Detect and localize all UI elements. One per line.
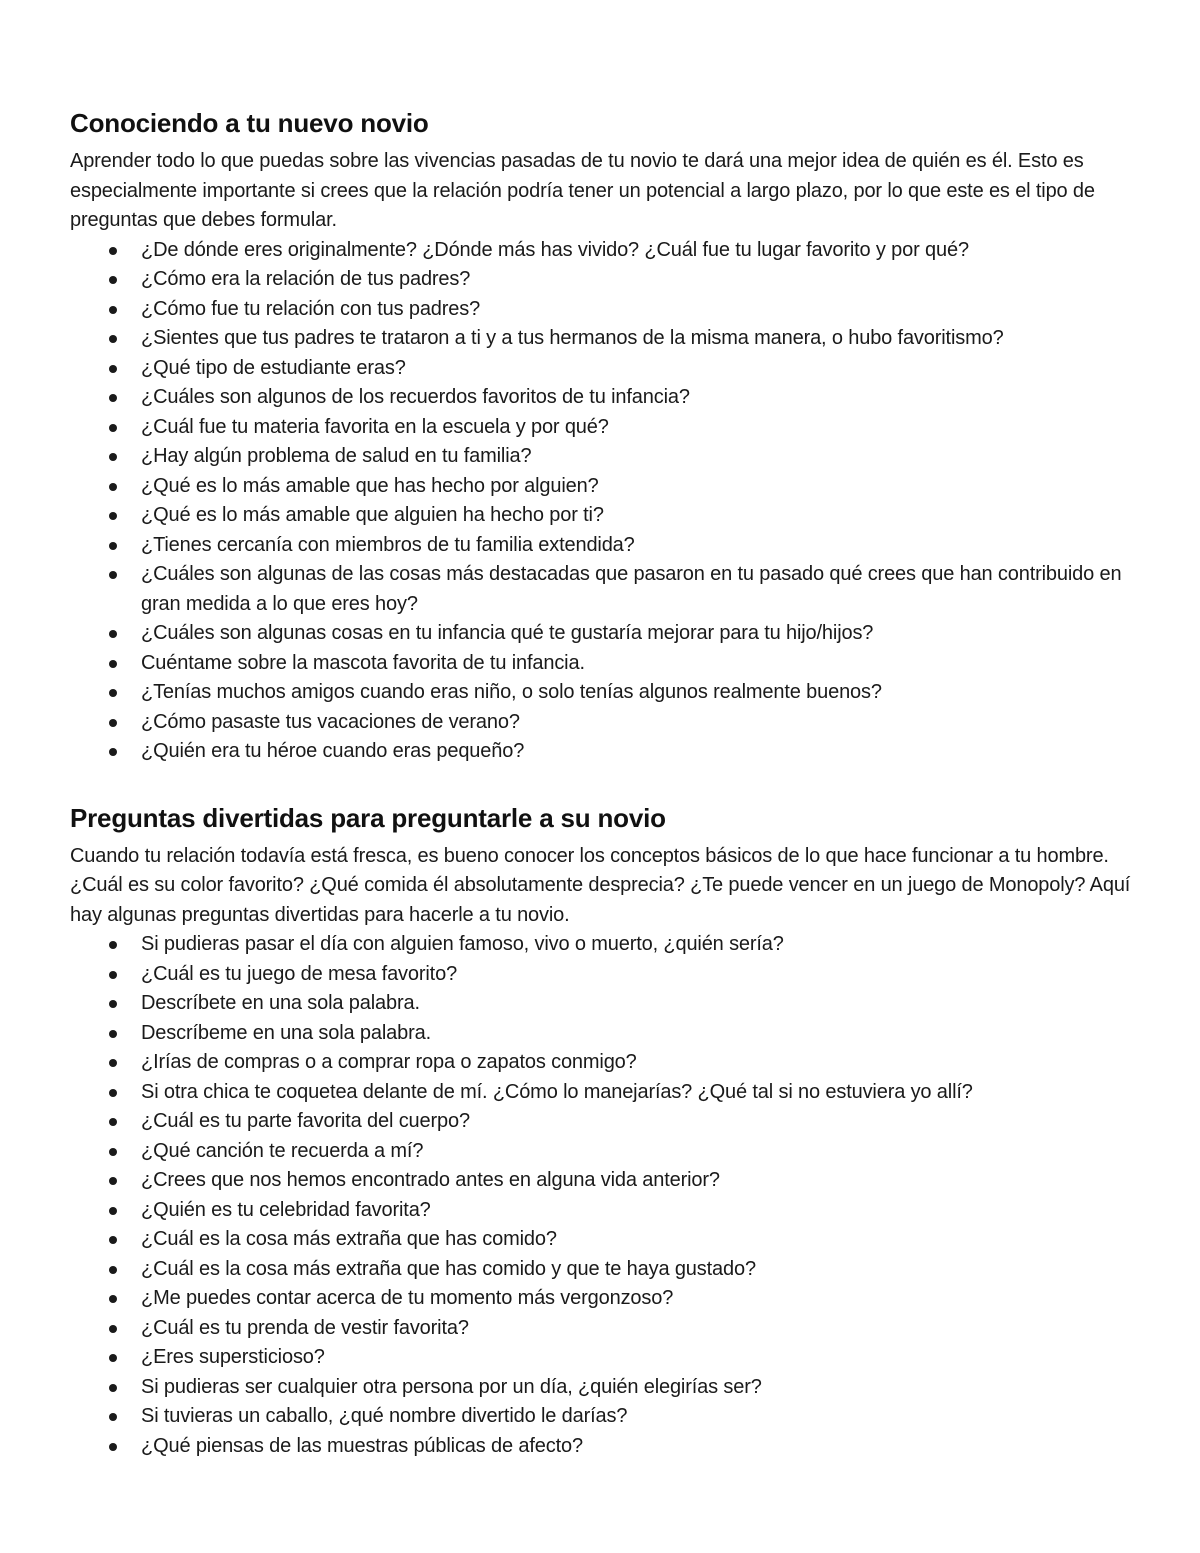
list-item bbox=[70, 1107, 1140, 1137]
list-item bbox=[70, 649, 1140, 679]
bullet-icon bbox=[109, 306, 117, 314]
list-item-text: ¿Eres supersticioso? bbox=[141, 1346, 325, 1368]
list-item bbox=[70, 960, 1140, 990]
section-heading: Conociendo a tu nuevo novio bbox=[70, 108, 429, 138]
list-item-text: ¿De dónde eres originalmente? ¿Dónde más has vivido? ¿Cuál fue tu lugar favorito y por qué? bbox=[141, 238, 969, 261]
bullet-icon bbox=[109, 542, 117, 550]
list-item-text: ¿Cuál es tu parte favorita del cuerpo? bbox=[141, 1110, 470, 1132]
list-item-text: ¿Hay algún problema de salud en tu familia? bbox=[141, 445, 532, 467]
bullet-icon bbox=[109, 512, 117, 520]
list-item-text: ¿Me puedes contar acerca de tu momento más vergonzoso? bbox=[141, 1287, 674, 1309]
list-item bbox=[70, 1166, 1140, 1196]
bullet-icon bbox=[109, 1030, 117, 1038]
list-item bbox=[70, 383, 1140, 413]
list-item bbox=[70, 1078, 1140, 1108]
list-item bbox=[70, 619, 1140, 649]
list-item bbox=[70, 1019, 1140, 1049]
bullet-icon bbox=[109, 630, 117, 638]
list-item bbox=[70, 531, 1140, 561]
list-item bbox=[70, 1196, 1140, 1226]
list-item bbox=[70, 472, 1140, 502]
list-item bbox=[70, 354, 1140, 384]
bullet-icon bbox=[109, 719, 117, 727]
list-item bbox=[70, 236, 1140, 266]
bullet-icon bbox=[109, 247, 117, 255]
list-item-text: ¿Tenías muchos amigos cuando eras niño, o solo tenías algunos realmente buenos? bbox=[141, 681, 882, 703]
list-item bbox=[70, 678, 1140, 708]
bullet-icon bbox=[109, 483, 117, 491]
bullet-icon bbox=[109, 424, 117, 432]
bullet-icon bbox=[109, 1295, 117, 1303]
list-item-text: Descríbete en una sola palabra. bbox=[141, 992, 420, 1014]
list-item-text: ¿Qué piensas de las muestras públicas de afecto? bbox=[141, 1434, 583, 1457]
bullet-icon bbox=[109, 335, 117, 343]
question-list bbox=[70, 236, 1140, 767]
bullet-icon bbox=[109, 1266, 117, 1274]
list-item bbox=[70, 1255, 1140, 1285]
list-item-text: ¿Cuál es tu prenda de vestir favorita? bbox=[141, 1316, 469, 1339]
bullet-icon bbox=[109, 365, 117, 373]
list-item-text: ¿Crees que nos hemos encontrado antes en alguna vida anterior? bbox=[141, 1169, 720, 1191]
bullet-icon bbox=[109, 1236, 117, 1244]
section-intro: Cuando tu relación todavía está fresca, es bueno conocer los conceptos básicos de lo que hace funcionar a tu hombre. ¿Cuál es su color favorito? ¿Qué comida él absolutamente desprecia? ¿Te puede vencer en un juego de Monopoly? Aquí hay algunas preguntas divertidas para hacerle a tu novio. bbox=[70, 844, 1131, 926]
list-item bbox=[70, 1314, 1140, 1344]
list-item bbox=[70, 1343, 1140, 1373]
list-item bbox=[70, 1402, 1140, 1432]
section-fun-questions bbox=[70, 802, 1140, 1462]
bullet-icon bbox=[109, 1089, 117, 1097]
list-item bbox=[70, 1048, 1140, 1078]
list-item bbox=[70, 265, 1140, 295]
list-item bbox=[70, 1284, 1140, 1314]
list-item bbox=[70, 413, 1140, 443]
list-item bbox=[70, 737, 1140, 767]
bullet-icon bbox=[109, 1413, 117, 1421]
list-item bbox=[70, 1225, 1140, 1255]
list-item bbox=[70, 442, 1140, 472]
list-item-text: ¿Cuál es la cosa más extraña que has comido y que te haya gustado? bbox=[141, 1257, 756, 1280]
bullet-icon bbox=[109, 748, 117, 756]
list-item bbox=[70, 295, 1140, 325]
document-page bbox=[70, 107, 1140, 1461]
list-item bbox=[70, 1137, 1140, 1167]
list-item-text: ¿Quién es tu celebridad favorita? bbox=[141, 1198, 431, 1221]
bullet-icon bbox=[109, 571, 117, 579]
list-item-text: ¿Qué tipo de estudiante eras? bbox=[141, 356, 406, 379]
list-item-text: ¿Quién era tu héroe cuando eras pequeño? bbox=[141, 740, 525, 762]
section-intro: Aprender todo lo que puedas sobre las vivencias pasadas de tu novio te dará una mejor idea de quién es él. Esto es especialmente importante si crees que la relación podría tener un potencial a largo plazo, por lo que este es el tipo de preguntas que debes formular. bbox=[70, 150, 1095, 231]
bullet-icon bbox=[109, 394, 117, 402]
list-item-text: ¿Cuáles son algunos de los recuerdos favoritos de tu infancia? bbox=[141, 386, 690, 408]
list-item-text: Si tuvieras un caballo, ¿qué nombre divertido le darías? bbox=[141, 1405, 628, 1427]
list-item-text: ¿Qué es lo más amable que alguien ha hecho por ti? bbox=[141, 504, 604, 526]
bullet-icon bbox=[109, 1148, 117, 1156]
bullet-icon bbox=[109, 941, 117, 949]
bullet-icon bbox=[109, 453, 117, 461]
list-item-text: ¿Qué canción te recuerda a mí? bbox=[141, 1139, 424, 1162]
bullet-icon bbox=[109, 1207, 117, 1215]
bullet-icon bbox=[109, 1354, 117, 1362]
list-item bbox=[70, 708, 1140, 738]
list-item-text: Descríbeme en una sola palabra. bbox=[141, 1021, 431, 1044]
list-item bbox=[70, 324, 1140, 354]
bullet-icon bbox=[109, 660, 117, 668]
bullet-icon bbox=[109, 1118, 117, 1126]
list-item-text: ¿Sientes que tus padres te trataron a ti y a tus hermanos de la misma manera, o hubo favoritismo? bbox=[141, 327, 1004, 349]
list-item bbox=[70, 1432, 1140, 1462]
list-item-text: ¿Cuál es la cosa más extraña que has comido? bbox=[141, 1228, 557, 1250]
list-item bbox=[70, 1373, 1140, 1403]
list-item-text: ¿Qué es lo más amable que has hecho por alguien? bbox=[141, 474, 599, 497]
list-item-text: ¿Cuál es tu juego de mesa favorito? bbox=[141, 962, 458, 985]
section-getting-to-know bbox=[70, 107, 1140, 767]
list-item bbox=[70, 930, 1140, 960]
list-item-text: ¿Irías de compras o a comprar ropa o zapatos conmigo? bbox=[141, 1051, 637, 1073]
bullet-icon bbox=[109, 1443, 117, 1451]
list-item-text: Cuéntame sobre la mascota favorita de tu infancia. bbox=[141, 651, 585, 674]
bullet-icon bbox=[109, 1059, 117, 1067]
list-item-text: ¿Tienes cercanía con miembros de tu familia extendida? bbox=[141, 533, 635, 556]
list-item bbox=[70, 989, 1140, 1019]
list-item-text: Si pudieras pasar el día con alguien famoso, vivo o muerto, ¿quién sería? bbox=[141, 933, 784, 955]
list-item-text: ¿Cuáles son algunas de las cosas más destacadas que pasaron en tu pasado qué crees que han contribuido en gran medida a lo que eres hoy? bbox=[141, 563, 1122, 615]
list-item-text: Si pudieras ser cualquier otra persona por un día, ¿quién elegirías ser? bbox=[141, 1375, 762, 1398]
bullet-icon bbox=[109, 1325, 117, 1333]
bullet-icon bbox=[109, 971, 117, 979]
bullet-icon bbox=[109, 1000, 117, 1008]
bullet-icon bbox=[109, 689, 117, 697]
list-item-text: ¿Cuáles son algunas cosas en tu infancia qué te gustaría mejorar para tu hijo/hijos? bbox=[141, 622, 874, 644]
question-list bbox=[70, 930, 1140, 1461]
list-item-text: Si otra chica te coquetea delante de mí. ¿Cómo lo manejarías? ¿Qué tal si no estuviera yo allí? bbox=[141, 1080, 973, 1103]
list-item-text: ¿Cuál fue tu materia favorita en la escuela y por qué? bbox=[141, 415, 609, 438]
list-item-text: ¿Cómo pasaste tus vacaciones de verano? bbox=[141, 710, 520, 733]
list-item-text: ¿Cómo era la relación de tus padres? bbox=[141, 268, 471, 290]
bullet-icon bbox=[109, 1384, 117, 1392]
list-item bbox=[70, 560, 1140, 619]
list-item-text: ¿Cómo fue tu relación con tus padres? bbox=[141, 297, 481, 320]
bullet-icon bbox=[109, 1177, 117, 1185]
section-heading: Preguntas divertidas para preguntarle a su novio bbox=[70, 802, 666, 833]
bullet-icon bbox=[109, 276, 117, 284]
list-item bbox=[70, 501, 1140, 531]
